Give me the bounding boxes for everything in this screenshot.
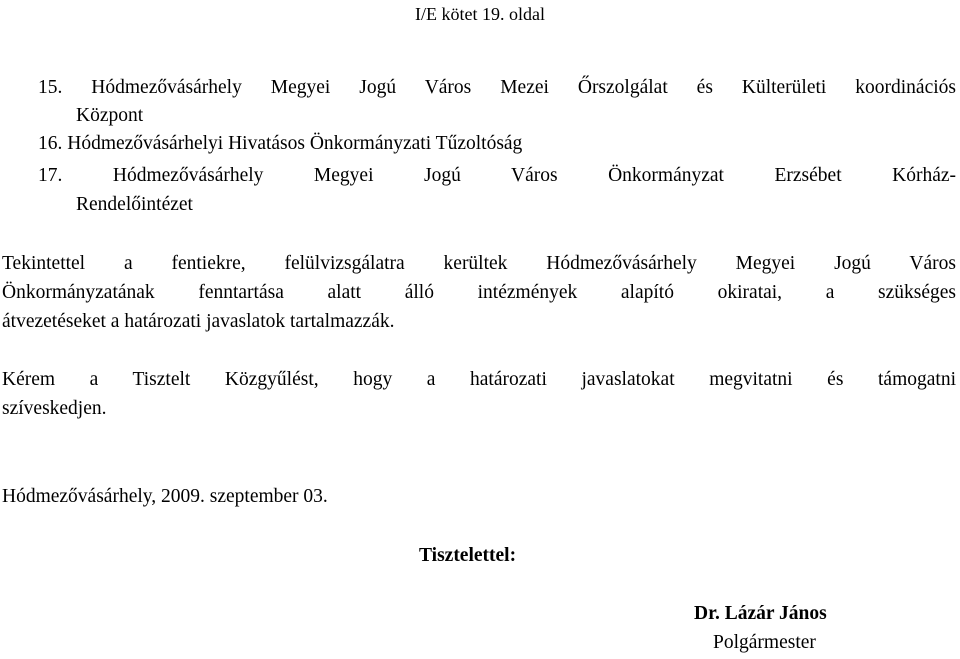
paragraph-2-line-1: Kérem a Tisztelt Közgyűlést, hogy a határozati javaslatokat megvitatni és támogatni — [2, 369, 956, 390]
page-reference: I/E kötet 19. oldal — [415, 4, 545, 24]
list-item-17-line-2: Rendelőintézet — [76, 194, 193, 215]
paragraph-2-line-2: szíveskedjen. — [2, 398, 107, 419]
list-item-15-line-2: Központ — [76, 105, 144, 126]
signer-name: Dr. Lázár János — [694, 603, 827, 624]
list-item-15-line-1: 15. Hódmezővásárhely Megyei Jogú Város Mezei Őrszolgálat és Külterületi koordinációs — [38, 77, 956, 98]
list-item-17-line-1: 17. Hódmezővásárhely Megyei Jogú Város Önkormányzat Erzsébet Kórház- — [38, 165, 956, 186]
paragraph-1-line-3: átvezetéseket a határozati javaslatok tartalmazzák. — [2, 311, 395, 332]
signer-title: Polgármester — [713, 632, 816, 653]
list-item-16: 16. Hódmezővásárhelyi Hivatásos Önkormányzati Tűzoltóság — [38, 133, 523, 154]
salutation: Tisztelettel: — [419, 545, 517, 566]
paragraph-1-line-2: Önkormányzatának fenntartása alatt álló intézmények alapító okiratai, a szükséges — [2, 282, 956, 303]
place-and-date: Hódmezővásárhely, 2009. szeptember 03. — [2, 486, 328, 507]
paragraph-1-line-1: Tekintettel a fentiekre, felülvizsgálatra kerültek Hódmezővásárhely Megyei Jogú Város — [2, 253, 956, 274]
